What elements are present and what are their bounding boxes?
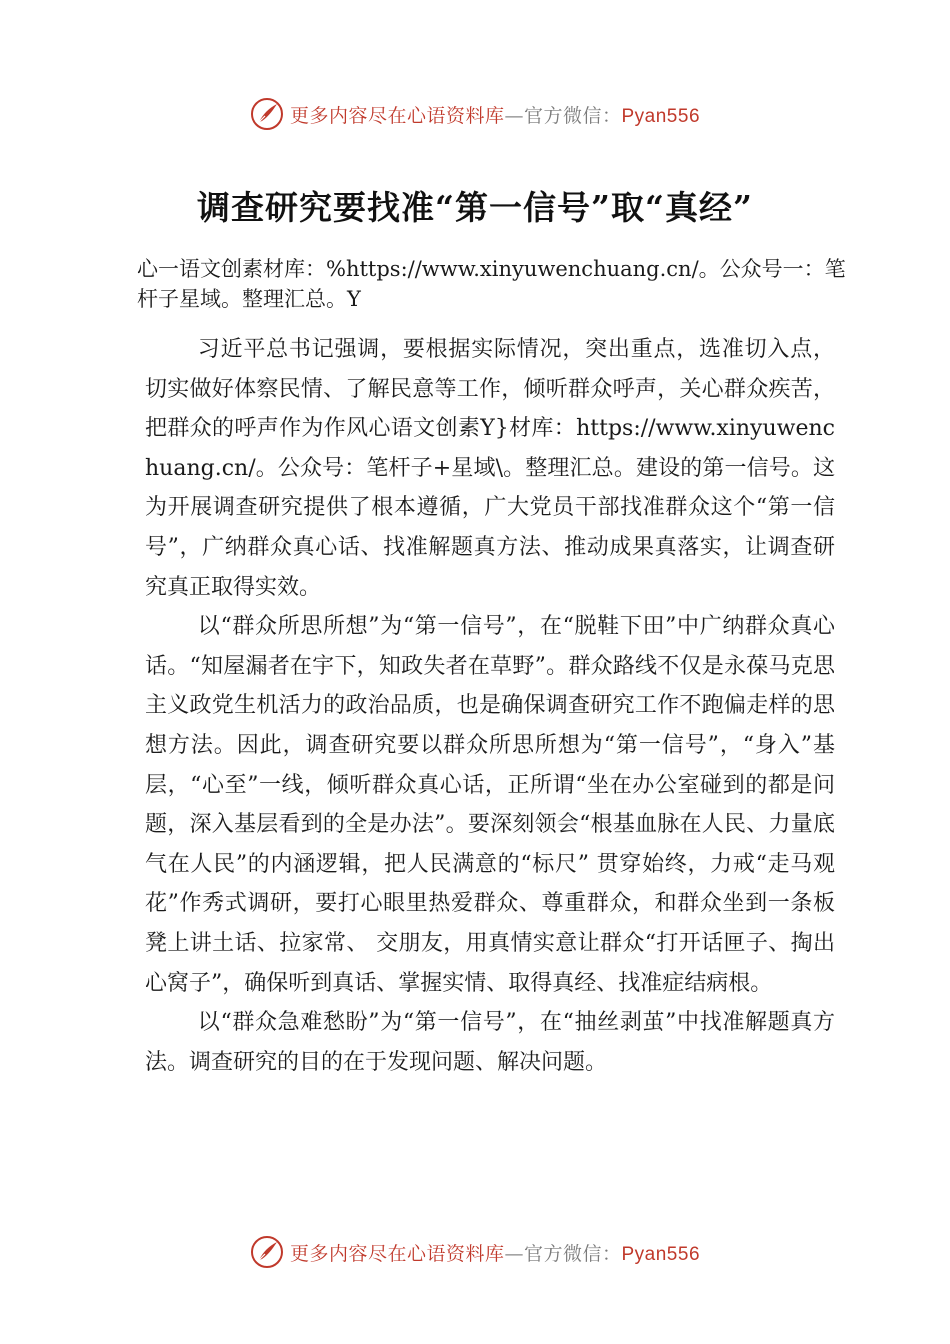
source-line: 心一语文创素材库：%https://www.xinyuwenchuang.cn/。公众号一：笔杆子星域。整理汇总。Y (137, 257, 846, 311)
separator: — (504, 104, 524, 127)
header-banner (0, 92, 950, 136)
document-title: 调查研究要找准“第一信号”取“真经” (197, 188, 753, 227)
separator: — (504, 1242, 524, 1265)
wechat-label: 官方微信： (523, 1242, 622, 1265)
wechat-label: 官方微信： (523, 104, 622, 127)
document-body (145, 330, 835, 1082)
footer-banner-text (290, 1239, 700, 1266)
header-banner-text (290, 101, 700, 128)
wechat-id: Pyan556 (621, 1243, 701, 1265)
promo-text: 更多内容尽在心语资料库 (289, 1242, 505, 1265)
quill-logo-icon (250, 97, 284, 131)
promo-text: 更多内容尽在心语资料库 (289, 104, 505, 127)
wechat-id: Pyan556 (621, 105, 701, 127)
paragraph: 习近平总书记强调，要根据实际情况，突出重点，选准切入点，切实做好体察民情、了解民意等工作，倾听群众呼声，关心群众疾苦，把群众的呼声作为作风心语文创素Y}材库：https://www.xinyuwenchuang.cn/。公众号：笔杆子+星域\。整理汇总。建设的第一信号。这为开展调查研究提供了根本遵循，广大党员干部找准群众这个“第一信号”，广纳群众真心话、找准解题真方法、推动成果真落实，让调查研究真正取得实效。 (145, 337, 835, 600)
footer-banner (0, 1230, 950, 1274)
paragraph: 以“群众所思所想”为“第一信号”，在“脱鞋下田”中广纳群众真心话。“知屋漏者在宇下，知政失者在草野”。群众路线不仅是永葆马克思主义政党生机活力的政治品质，也是确保调查研究工作不跑偏走样的思想方法。因此，调查研究要以群众所思所想为“第一信号”，“身入”基层，“心至”一线，倾听群众真心话，正所谓“坐在办公室碰到的都是问题，深入基层看到的全是办法”。要深刻领会“根基血脉在人民、力量底气在人民”的内涵逻辑，把人民满意的“标尺” 贯穿始终，力戒“走马观花”作秀式调研，要打心眼里热爱群众、尊重群众，和群众坐到一条板凳上讲土话、拉家常、 交朋友，用真情实意让群众“打开话匣子、掏出心窝子”，确保听到真话、掌握实情、取得真经、找准症结病根。 (145, 614, 835, 996)
quill-logo-icon (250, 1235, 284, 1269)
paragraph: 以“群众急难愁盼”为“第一信号”，在“抽丝剥茧”中找准解题真方法。调查研究的目的在于发现问题、解决问题。 (145, 1010, 835, 1075)
